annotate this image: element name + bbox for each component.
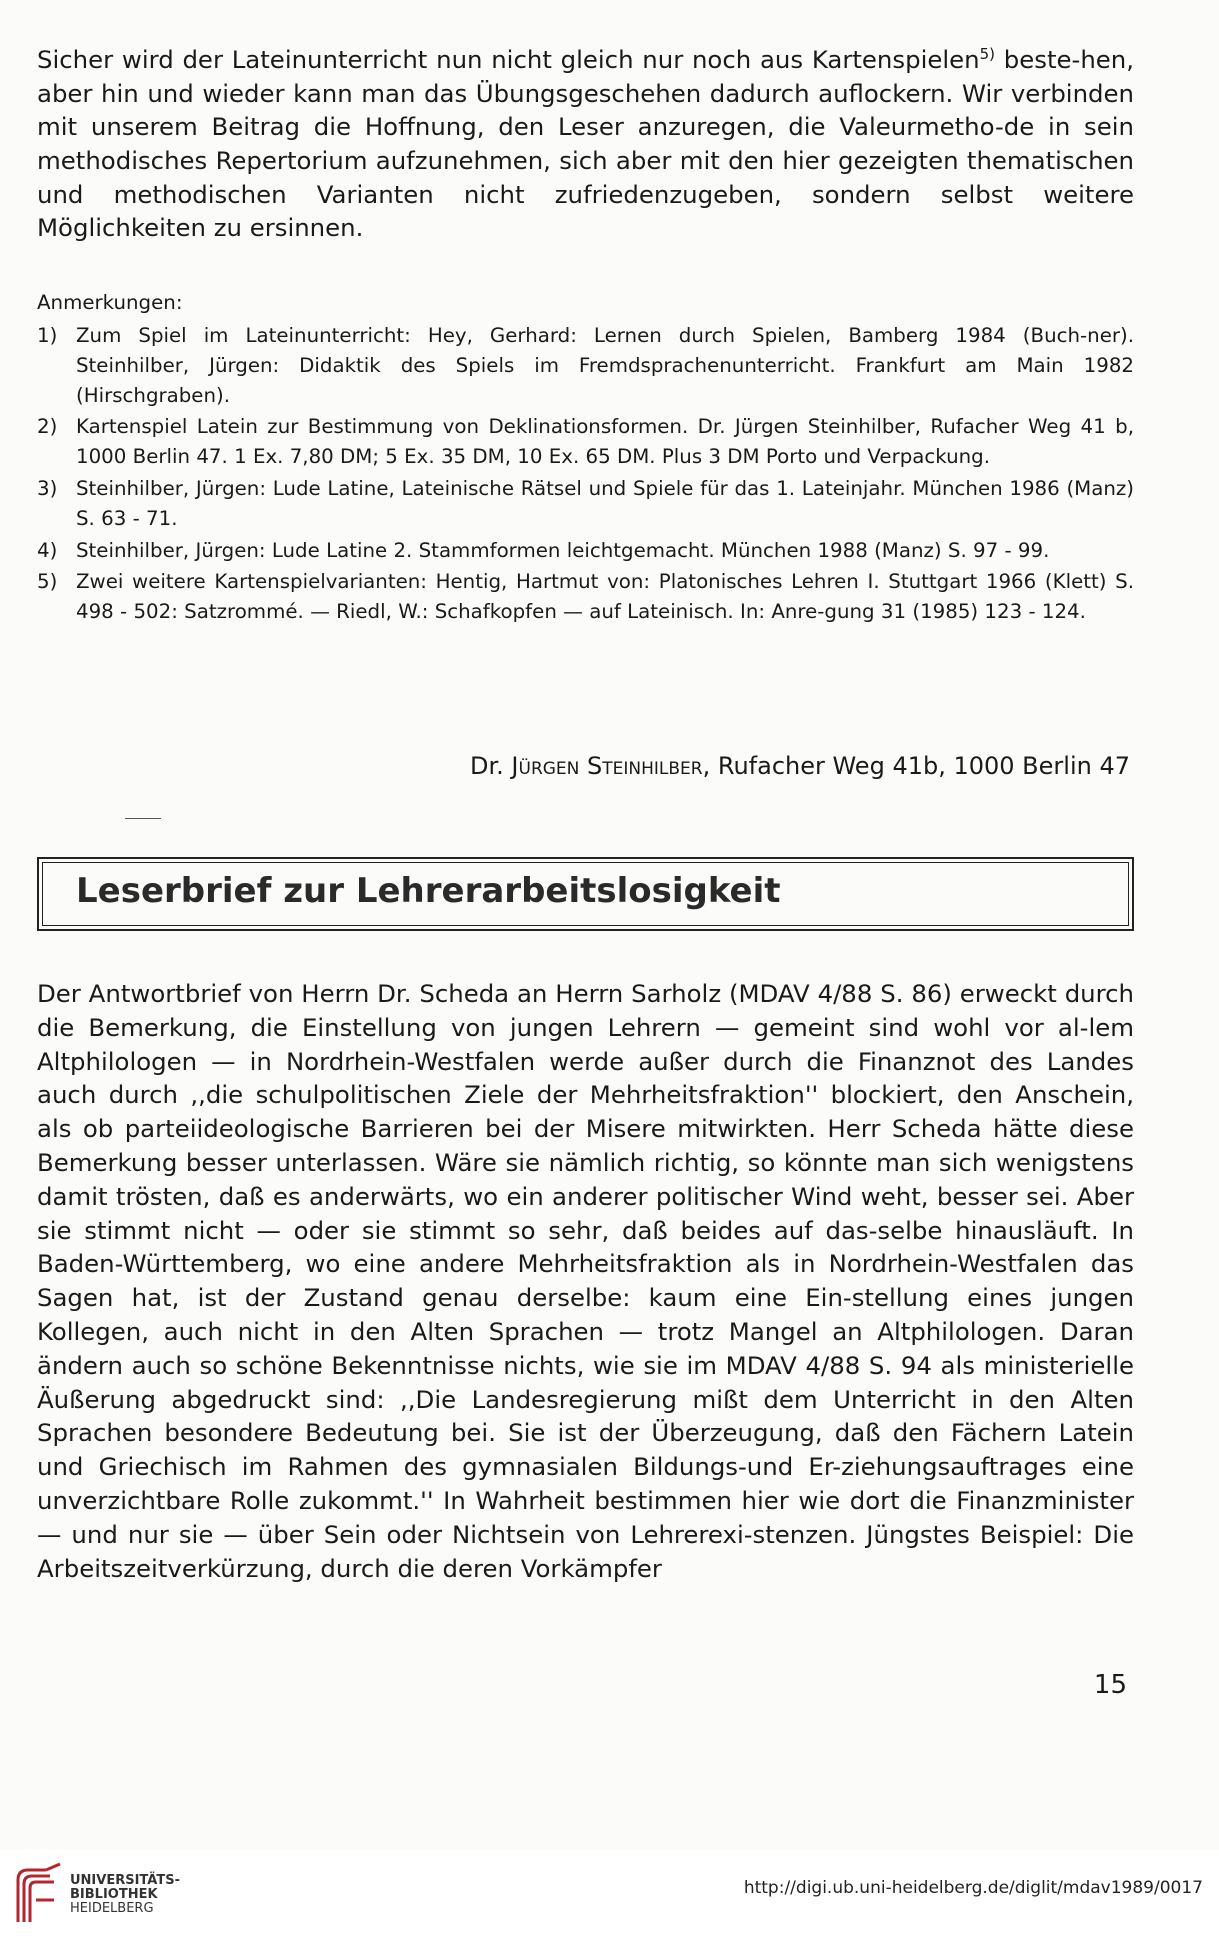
footnote-number: 1) [37, 324, 58, 347]
author-name: Jürgen Steinhilber [511, 752, 703, 780]
page-number: 15 [1093, 1670, 1127, 1700]
author-title: Dr. [470, 752, 512, 780]
footnote-text: Zwei weitere Kartenspielvarianten: Hentig, Hartmut von: Platonisches Lehren I. Stuttgart 1966 (Klett) S. 498 - 502: Satzrommé. — Riedl, W.: Schafkopfen — auf Lateinisch. In: Anre-gung 31 (1985) 123 - 124. [76, 570, 1134, 624]
source-url-link[interactable]: http://digi.ub.uni-heidelberg.de/diglit/mdav1989/0017 [743, 1878, 1203, 1898]
footnotes-list [37, 321, 1134, 629]
digitization-footer [0, 1850, 1219, 1940]
intro-text: Sicher wird der Lateinunterricht nun nicht gleich nur noch aus Kartenspielen [37, 45, 980, 75]
author-address: , Rufacher Weg 41b, 1000 Berlin 47 [702, 752, 1130, 780]
section-title: Leserbrief zur Lehrerarbeitslosigkeit [76, 871, 781, 911]
footnote-number: 4) [37, 538, 58, 562]
footnote-text: Kartenspiel Latein zur Bestimmung von Deklinationsformen. Dr. Jürgen Steinhilber, Rufacher Weg 41 b, 1000 Berlin 47. 1 Ex. 7,80 DM; 5 Ex. 35 DM, 10 Ex. 65 DM. Plus 3 DM Porto und Verpackung. [76, 415, 1134, 469]
author-signature [470, 750, 1130, 782]
footnote-text: Zum Spiel im Lateinunterricht: Hey, Gerhard: Lernen durch Spielen, Bamberg 1984 (Buch-ner). Steinhilber, Jürgen: Didaktik des Spiels im Fremdsprachenunterricht. Frankfurt am Main 1982 (Hirschgraben). [76, 324, 1134, 407]
footnote-number: 3) [37, 476, 58, 500]
library-name-line: UNIVERSITÄTS- [70, 1873, 180, 1888]
footnote-item [37, 474, 1134, 534]
footnote-text: Steinhilber, Jürgen: Lude Latine 2. Stammformen leichtgemacht. München 1988 (Manz) S. 97 - 99. [76, 538, 1050, 562]
notes-heading: Anmerkungen: [37, 291, 183, 314]
library-name-line: BIBLIOTHEK [70, 1887, 158, 1902]
divider [125, 818, 161, 819]
library-name [70, 1874, 180, 1916]
footnote-item [37, 567, 1134, 627]
footnote-text: Steinhilber, Jürgen: Lude Latine, Lateinische Rätsel und Spiele für das 1. Lateinjahr. München 1986 (Manz) S. 63 - 71. [76, 476, 1134, 530]
footnote-ref: 5) [979, 45, 996, 63]
footnote-number: 2) [37, 415, 58, 439]
letter-paragraph: Der Antwortbrief von Herrn Dr. Scheda an Herrn Sarholz (MDAV 4/88 S. 86) erweckt durch die Bemerkung, die Einstellung von jungen Lehrern — gemeint sind wohl vor al-lem Altphilologen — in Nordrhein-Westfalen werde außer durch die Finanznot des Landes auch durch ,,die schulpolitischen Ziele der Mehrheitsfraktion'' blockiert, den Anschein, als ob parteiideologische Barrieren bei der Misere mitwirkten. Herr Scheda hätte diese Bemerkung besser unterlassen. Wäre sie nämlich richtig, so könnte man sich wenigstens damit trösten, daß es anderwärts, wo ein anderer politischer Wind weht, besser sei. Aber sie stimmt nicht — oder sie stimmt so sehr, daß beides auf das-selbe hinausläuft. In Baden-Württemberg, wo eine andere Mehrheitsfraktion als in Nordrhein-Westfalen das Sagen hat, ist der Zustand genau derselbe: kaum eine Ein-stellung eines jungen Kollegen, auch nicht in den Alten Sprachen — trotz Mangel an Altphilologen. Daran ändern auch so schöne Bekenntnisse nichts, wie sie im MDAV 4/88 S. 94 als ministerielle Äußerung abgedruckt sind: ,,Die Landesregierung mißt dem Unterricht in den Alten Sprachen besondere Bedeutung bei. Sie ist der Überzeugung, daß den Fächern Latein und Griechisch im Rahmen des gymnasialen Bildungs-und Er-ziehungsauftrages eine unverzichtbare Rolle zukommt.'' In Wahrheit bestimmen hier wie dort die Finanzminister — und nur sie — über Sein oder Nichtsein von Lehrerexi-stenzen. Jüngstes Beispiel: Die Arbeitszeitverkürzung, durch die deren Vorkämpfer [37, 979, 1134, 1583]
section-banner [37, 857, 1134, 931]
library-logo-icon [10, 1860, 70, 1926]
intro-paragraph [37, 38, 1134, 245]
footnote-item [37, 321, 1134, 410]
footnote-number: 5) [37, 570, 58, 594]
footnote-item [37, 536, 1134, 566]
footnote-item [37, 412, 1134, 472]
intro-text-continued: beste-hen, aber hin und wieder kann man das Übungsgeschehen dadurch auflockern. Wir verbinden mit unserem Beitrag die Hoffnung, den Leser anzuregen, die Valeurmetho-de in sein methodisches Repertorium aufzunehmen, sich aber mit den hier gezeigten thematischen und methodischen Varianten nicht zufriedenzugeben, sondern selbst weitere Möglichkeiten zu ersinnen. [37, 45, 1134, 243]
library-name-line: HEIDELBERG [70, 1901, 154, 1916]
